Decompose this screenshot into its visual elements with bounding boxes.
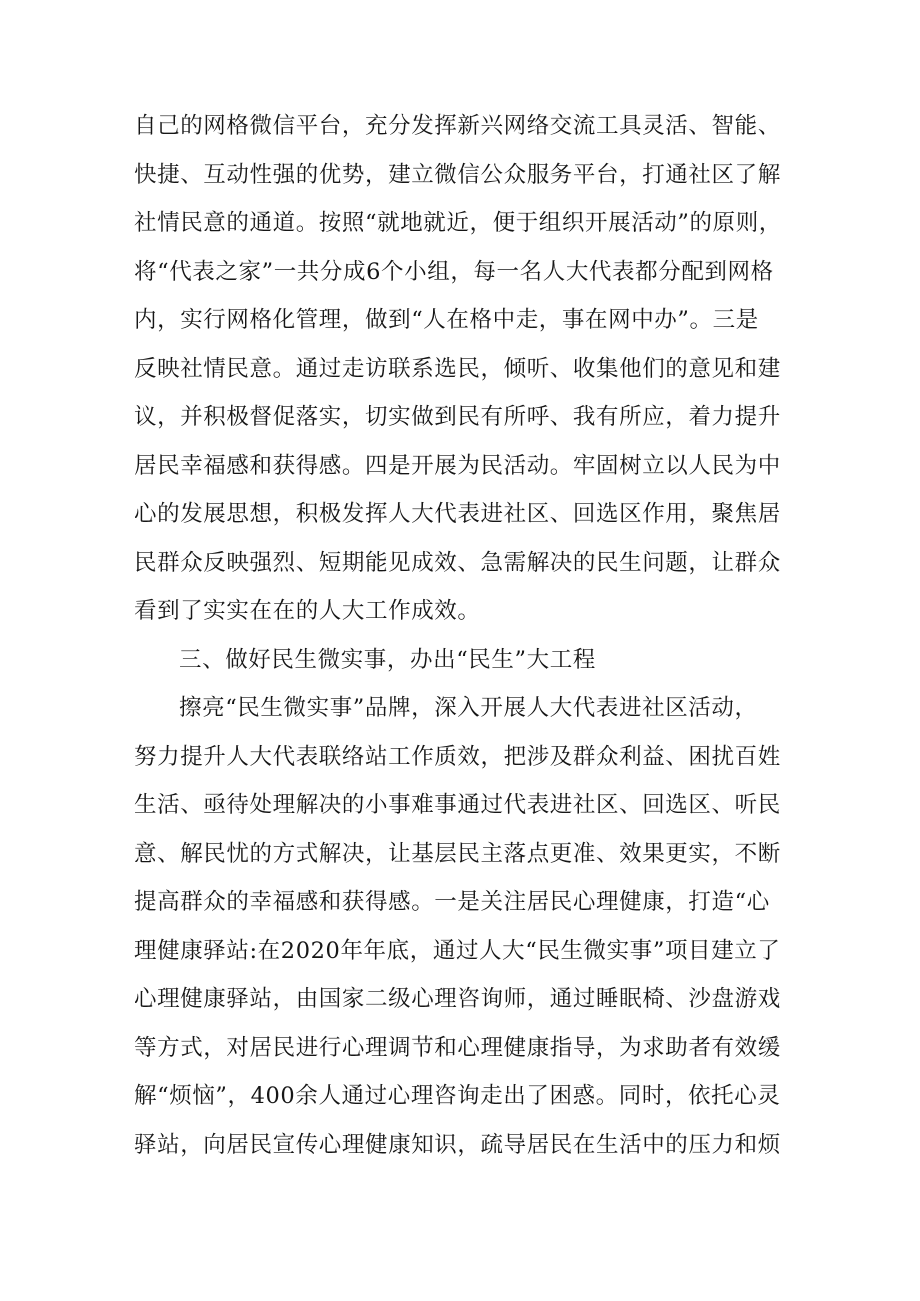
text-line: 努力提升人大代表联络站工作质效，把涉及群众利益、困扰百姓 xyxy=(134,743,781,770)
section-heading: 三、做好民生微实事，办出“民生”大工程 xyxy=(179,646,596,673)
text-line: 心理健康驿站，由国家二级心理咨询师，通过睡眠椅、沙盘游戏 xyxy=(134,986,781,1012)
text-line: 理健康驿站:在2020年年底，通过人大“民生微实事”项目建立了 xyxy=(134,937,781,964)
text-line: 解“烦恼”，400余人通过心理咨询走出了困惑。同时，依托心灵 xyxy=(134,1083,781,1109)
text-line: 看到了实实在在的人大工作成效。 xyxy=(134,598,481,624)
text-line: 提高群众的幸福感和获得感。一是关注居民心理健康，打造“心 xyxy=(134,889,770,915)
text-line: 内，实行网格化管理，做到“人在格中走，事在网中办”。三是 xyxy=(134,307,759,333)
text-line: 意、解民忧的方式解决，让基层民主落点更准、效果更实，不断 xyxy=(134,840,781,867)
paragraph-first-line: 擦亮“民生微实事”品牌，深入开展人大代表进社区活动， xyxy=(179,695,758,721)
text-line: 等方式，对居民进行心理调节和心理健康指导，为求助者有效缓 xyxy=(134,1034,781,1061)
text-line: 生活、亟待处理解决的小事难事通过代表进社区、回选区、听民 xyxy=(134,792,781,818)
text-line: 驿站，向居民宣传心理健康知识，疏导居民在生活中的压力和烦 xyxy=(134,1131,781,1158)
text-line: 将“代表之家”一共分成6个小组，每一名人大代表都分配到网格 xyxy=(134,258,774,285)
text-line: 反映社情民意。通过走访联系选民，倾听、收集他们的意见和建 xyxy=(134,355,781,382)
body-text xyxy=(134,102,794,1169)
text-line: 居民幸福感和获得感。四是开展为民活动。牢固树立以人民为中 xyxy=(134,452,781,479)
text-line: 心的发展思想，积极发挥人大代表进社区、回选区作用，聚焦居 xyxy=(134,501,781,527)
text-line: 快捷、互动性强的优势，建立微信公众服务平台，打通社区了解 xyxy=(134,161,781,188)
text-line: 自己的网格微信平台，充分发挥新兴网络交流工具灵活、智能、 xyxy=(134,113,781,139)
text-line: 社情民意的通道。按照“就地就近，便于组织开展活动”的原则， xyxy=(134,210,782,236)
text-line: 议，并积极督促落实，切实做到民有所呼、我有所应，着力提升 xyxy=(134,404,781,430)
text-line: 民群众反映强烈、短期能见成效、急需解决的民生问题，让群众 xyxy=(134,549,781,576)
